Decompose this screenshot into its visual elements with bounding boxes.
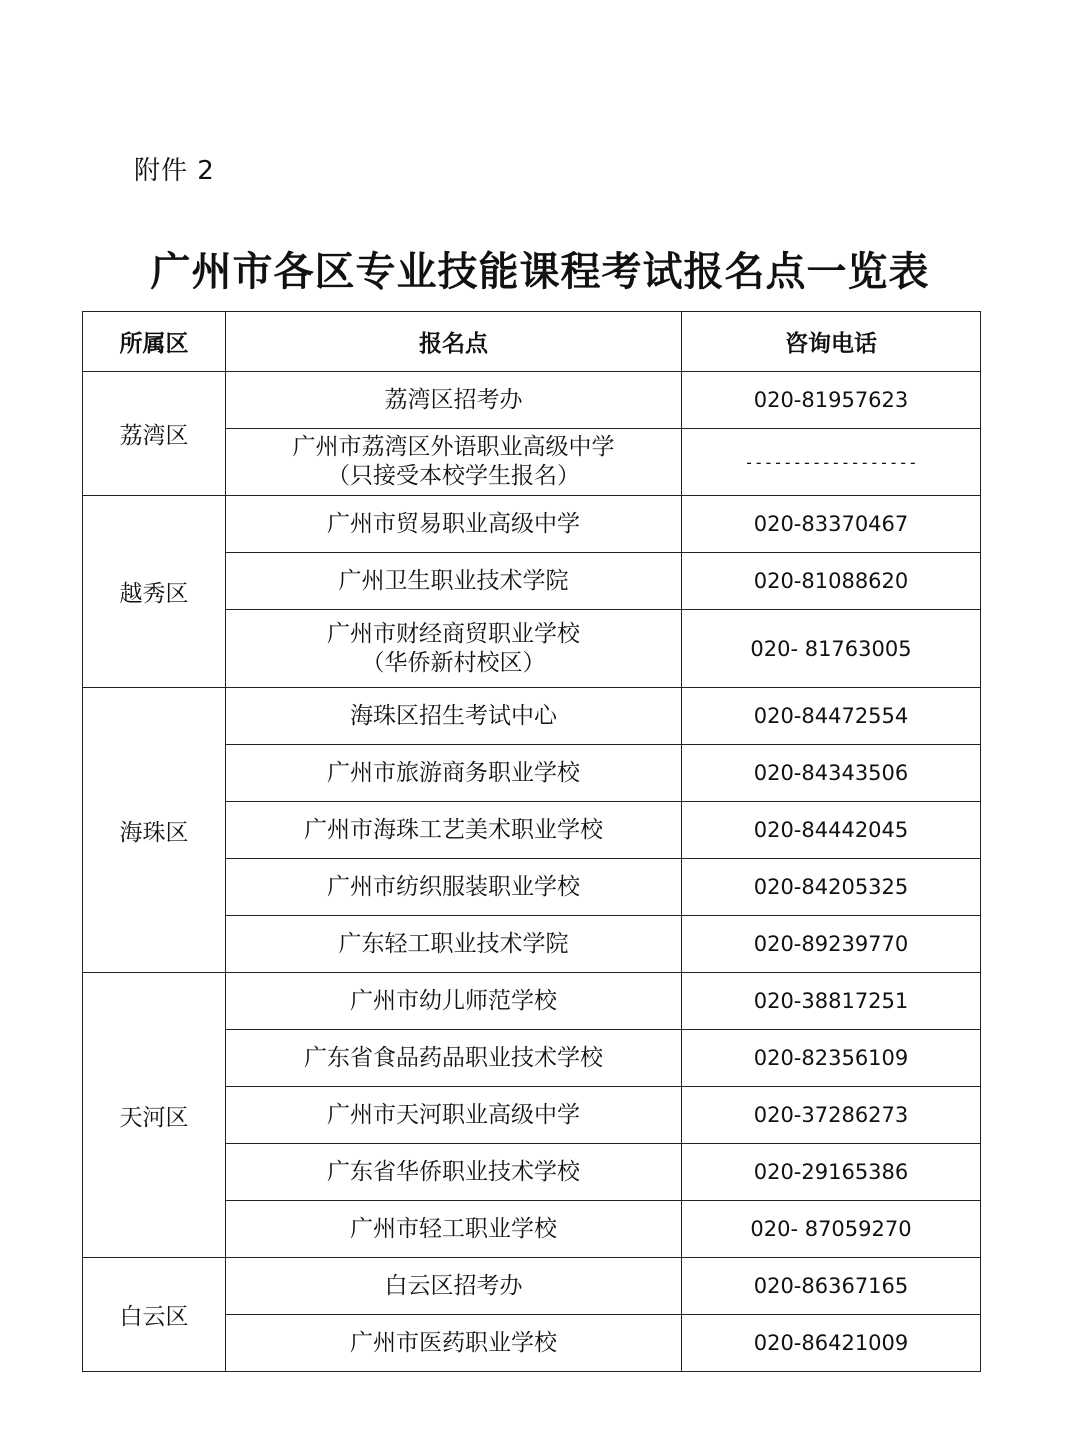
site-cell: 广州卫生职业技术学院 [226,553,682,610]
table-row [83,973,981,1030]
district-cell: 天河区 [83,973,226,1258]
phone-cell: 020-89239770 [682,916,981,973]
site-note: （只接受本校学生报名） [327,463,580,489]
site-cell: 广州市天河职业高级中学 [226,1087,682,1144]
site-name: 广州市荔湾区外语职业高级中学 [292,434,615,460]
phone-cell: 020-81088620 [682,553,981,610]
phone-cell: ------------------ [682,429,981,496]
phone-cell: 020-84343506 [682,745,981,802]
phone-cell: 020- 87059270 [682,1201,981,1258]
site-cell: 广州市海珠工艺美术职业学校 [226,802,682,859]
header-phone: 咨询电话 [682,312,981,372]
site-cell: 广东省食品药品职业技术学校 [226,1030,682,1087]
site-cell: 广州市医药职业学校 [226,1315,682,1372]
phone-cell: 020-82356109 [682,1030,981,1087]
phone-cell: 020-86421009 [682,1315,981,1372]
site-note: （华侨新村校区） [361,649,546,676]
phone-cell: 020- 81763005 [682,610,981,688]
table-row [83,496,981,553]
site-cell: 广州市轻工职业学校 [226,1201,682,1258]
site-cell [226,610,682,688]
phone-cell: 020-37286273 [682,1087,981,1144]
phone-cell: 020-29165386 [682,1144,981,1201]
site-cell: 荔湾区招考办 [226,372,682,429]
header-district: 所属区 [83,312,226,372]
phone-cell: 020-84205325 [682,859,981,916]
header-site: 报名点 [226,312,682,372]
district-cell: 海珠区 [83,688,226,973]
phone-cell: 020-83370467 [682,496,981,553]
registration-table [82,311,981,1372]
site-cell: 广州市贸易职业高级中学 [226,496,682,553]
district-cell: 荔湾区 [83,372,226,496]
table-row [83,688,981,745]
phone-cell: 020-86367165 [682,1258,981,1315]
phone-cell: 020-81957623 [682,372,981,429]
attachment-label: 附件 2 [134,156,215,186]
table-row [83,372,981,429]
site-cell: 广州市旅游商务职业学校 [226,745,682,802]
phone-cell: 020-38817251 [682,973,981,1030]
phone-cell: 020-84442045 [682,802,981,859]
site-cell: 白云区招考办 [226,1258,682,1315]
page-title: 广州市各区专业技能课程考试报名点一览表 [150,249,930,295]
site-cell: 广州市幼儿师范学校 [226,973,682,1030]
site-cell: 广东轻工职业技术学院 [226,916,682,973]
site-name: 广州市财经商贸职业学校 [327,620,580,647]
district-cell: 越秀区 [83,496,226,688]
site-cell: 广东省华侨职业技术学校 [226,1144,682,1201]
district-cell: 白云区 [83,1258,226,1372]
table-header-row [83,312,981,372]
phone-cell: 020-84472554 [682,688,981,745]
table-row [83,1258,981,1315]
site-cell [226,429,682,496]
site-cell: 广州市纺织服装职业学校 [226,859,682,916]
site-cell: 海珠区招生考试中心 [226,688,682,745]
